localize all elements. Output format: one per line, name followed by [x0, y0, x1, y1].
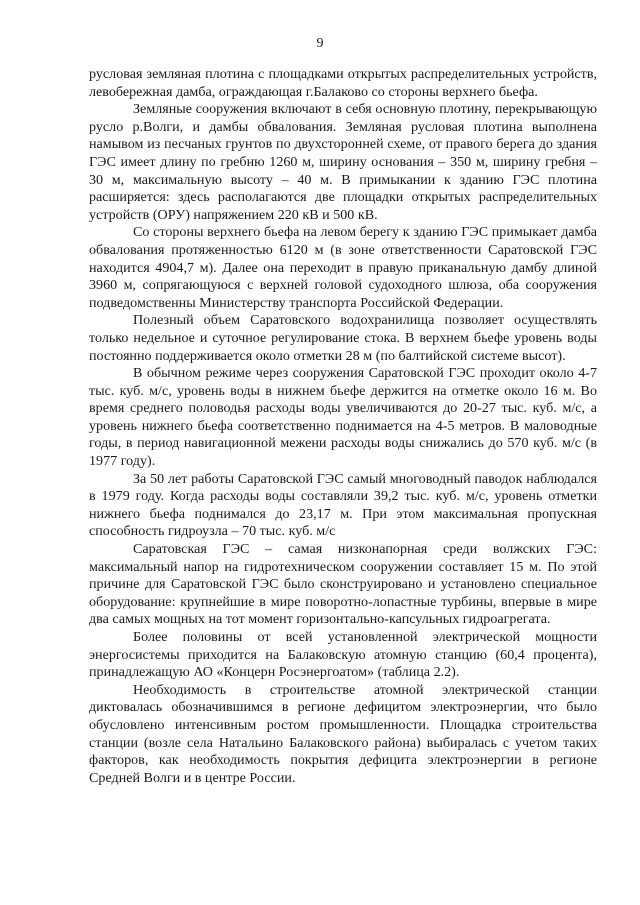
document-body [89, 66, 597, 787]
paragraph-7: Саратовская ГЭС – самая низконапорная среди волжских ГЭС: максимальный напор на гидротехническом сооружении составляет 15 м. По этой причине для Саратовской ГЭС было сконструировано и установлено специальное оборудование: крупнейшие в мире поворотно-лопастные турбины, впервые в мире два самых мощных на тот момент горизонтально-капсульных гидроагрегата. [89, 541, 597, 628]
paragraph-9: Необходимость в строительстве атомной электрической станции диктовалась обозначившимся в регионе дефицитом электроэнергии, что было обусловлено интенсивным ростом промышленности. Площадка строительства станции (возле села Натальино Балаковского района) выбиралась с учетом таких факторов, как необходимость покрытия дефицита электроэнергии в регионе Средней Волги и в центре России. [89, 681, 597, 786]
page-number: 9 [316, 36, 324, 51]
paragraph-4: Полезный объем Саратовского водохранилища позволяет осуществлять только недельное и суточное регулирование стока. В верхнем бьефе уровень воды постоянно поддерживается около отметки 28 м (по балтийской системе высот). [89, 312, 597, 364]
paragraph-2: Земляные сооружения включают в себя основную плотину, перекрывающую русло р.Волги, и дамбы обвалования. Земляная русловая плотина выполнена намывом из песчаных грунтов по двухсторонней схеме, от правого берега до здания ГЭС имеет длину по гребню 1260 м, ширину основания – 350 м, ширину гребня – 30 м, максимальную высоту – 40 м. В примыкании к зданию ГЭС плотина расширяется: здесь располагаются две площадки открытых распределительных устройств (ОРУ) напряжением 220 кВ и 500 кВ. [89, 101, 597, 223]
paragraph-5: В обычном режиме через сооружения Саратовской ГЭС проходит около 4-7 тыс. куб. м/с, уровень воды в нижнем бьефе держится на отметке около 16 м. Во время среднего половодья расходы воды увеличиваются до 20-27 тыс. куб. м/с, а уровень нижнего бьефа соответственно поднимается на 4-5 метров. В маловодные годы, в период навигационной межени расходы воды снижались до 570 куб. м/с (в 1977 году). [89, 365, 597, 470]
paragraph-6: За 50 лет работы Саратовской ГЭС самый многоводный паводок наблюдался в 1979 году. Когда расходы воды составляли 39,2 тыс. куб. м/с, уровень отметки нижнего бьефа поднимался до 23,17 м. При этом максимальная пропускная способность гидроузла – 70 тыс. куб. м/с [89, 470, 597, 540]
paragraph-8: Более половины от всей установленной электрической мощности энергосистемы приходится на Балаковскую атомную станцию (60,4 процента), принадлежащую АО «Концерн Росэнергоатом» (таблица 2.2). [89, 629, 597, 681]
paragraph-1: русловая земляная плотина с площадками открытых распределительных устройств, левобережная дамба, ограждающая г.Балаково со стороны верхнего бьефа. [89, 66, 597, 100]
paragraph-3: Со стороны верхнего бьефа на левом берегу к зданию ГЭС примыкает дамба обвалования протяженностью 6120 м (в зоне ответственности Саратовской ГЭС находится 4904,7 м). Далее она переходит в правую приканальную дамбу длиной 3960 м, сопрягающуюся с верхней головой судоходного шлюза, оба сооружения подведомственны Министерству транспорта Российской Федерации. [89, 224, 597, 311]
